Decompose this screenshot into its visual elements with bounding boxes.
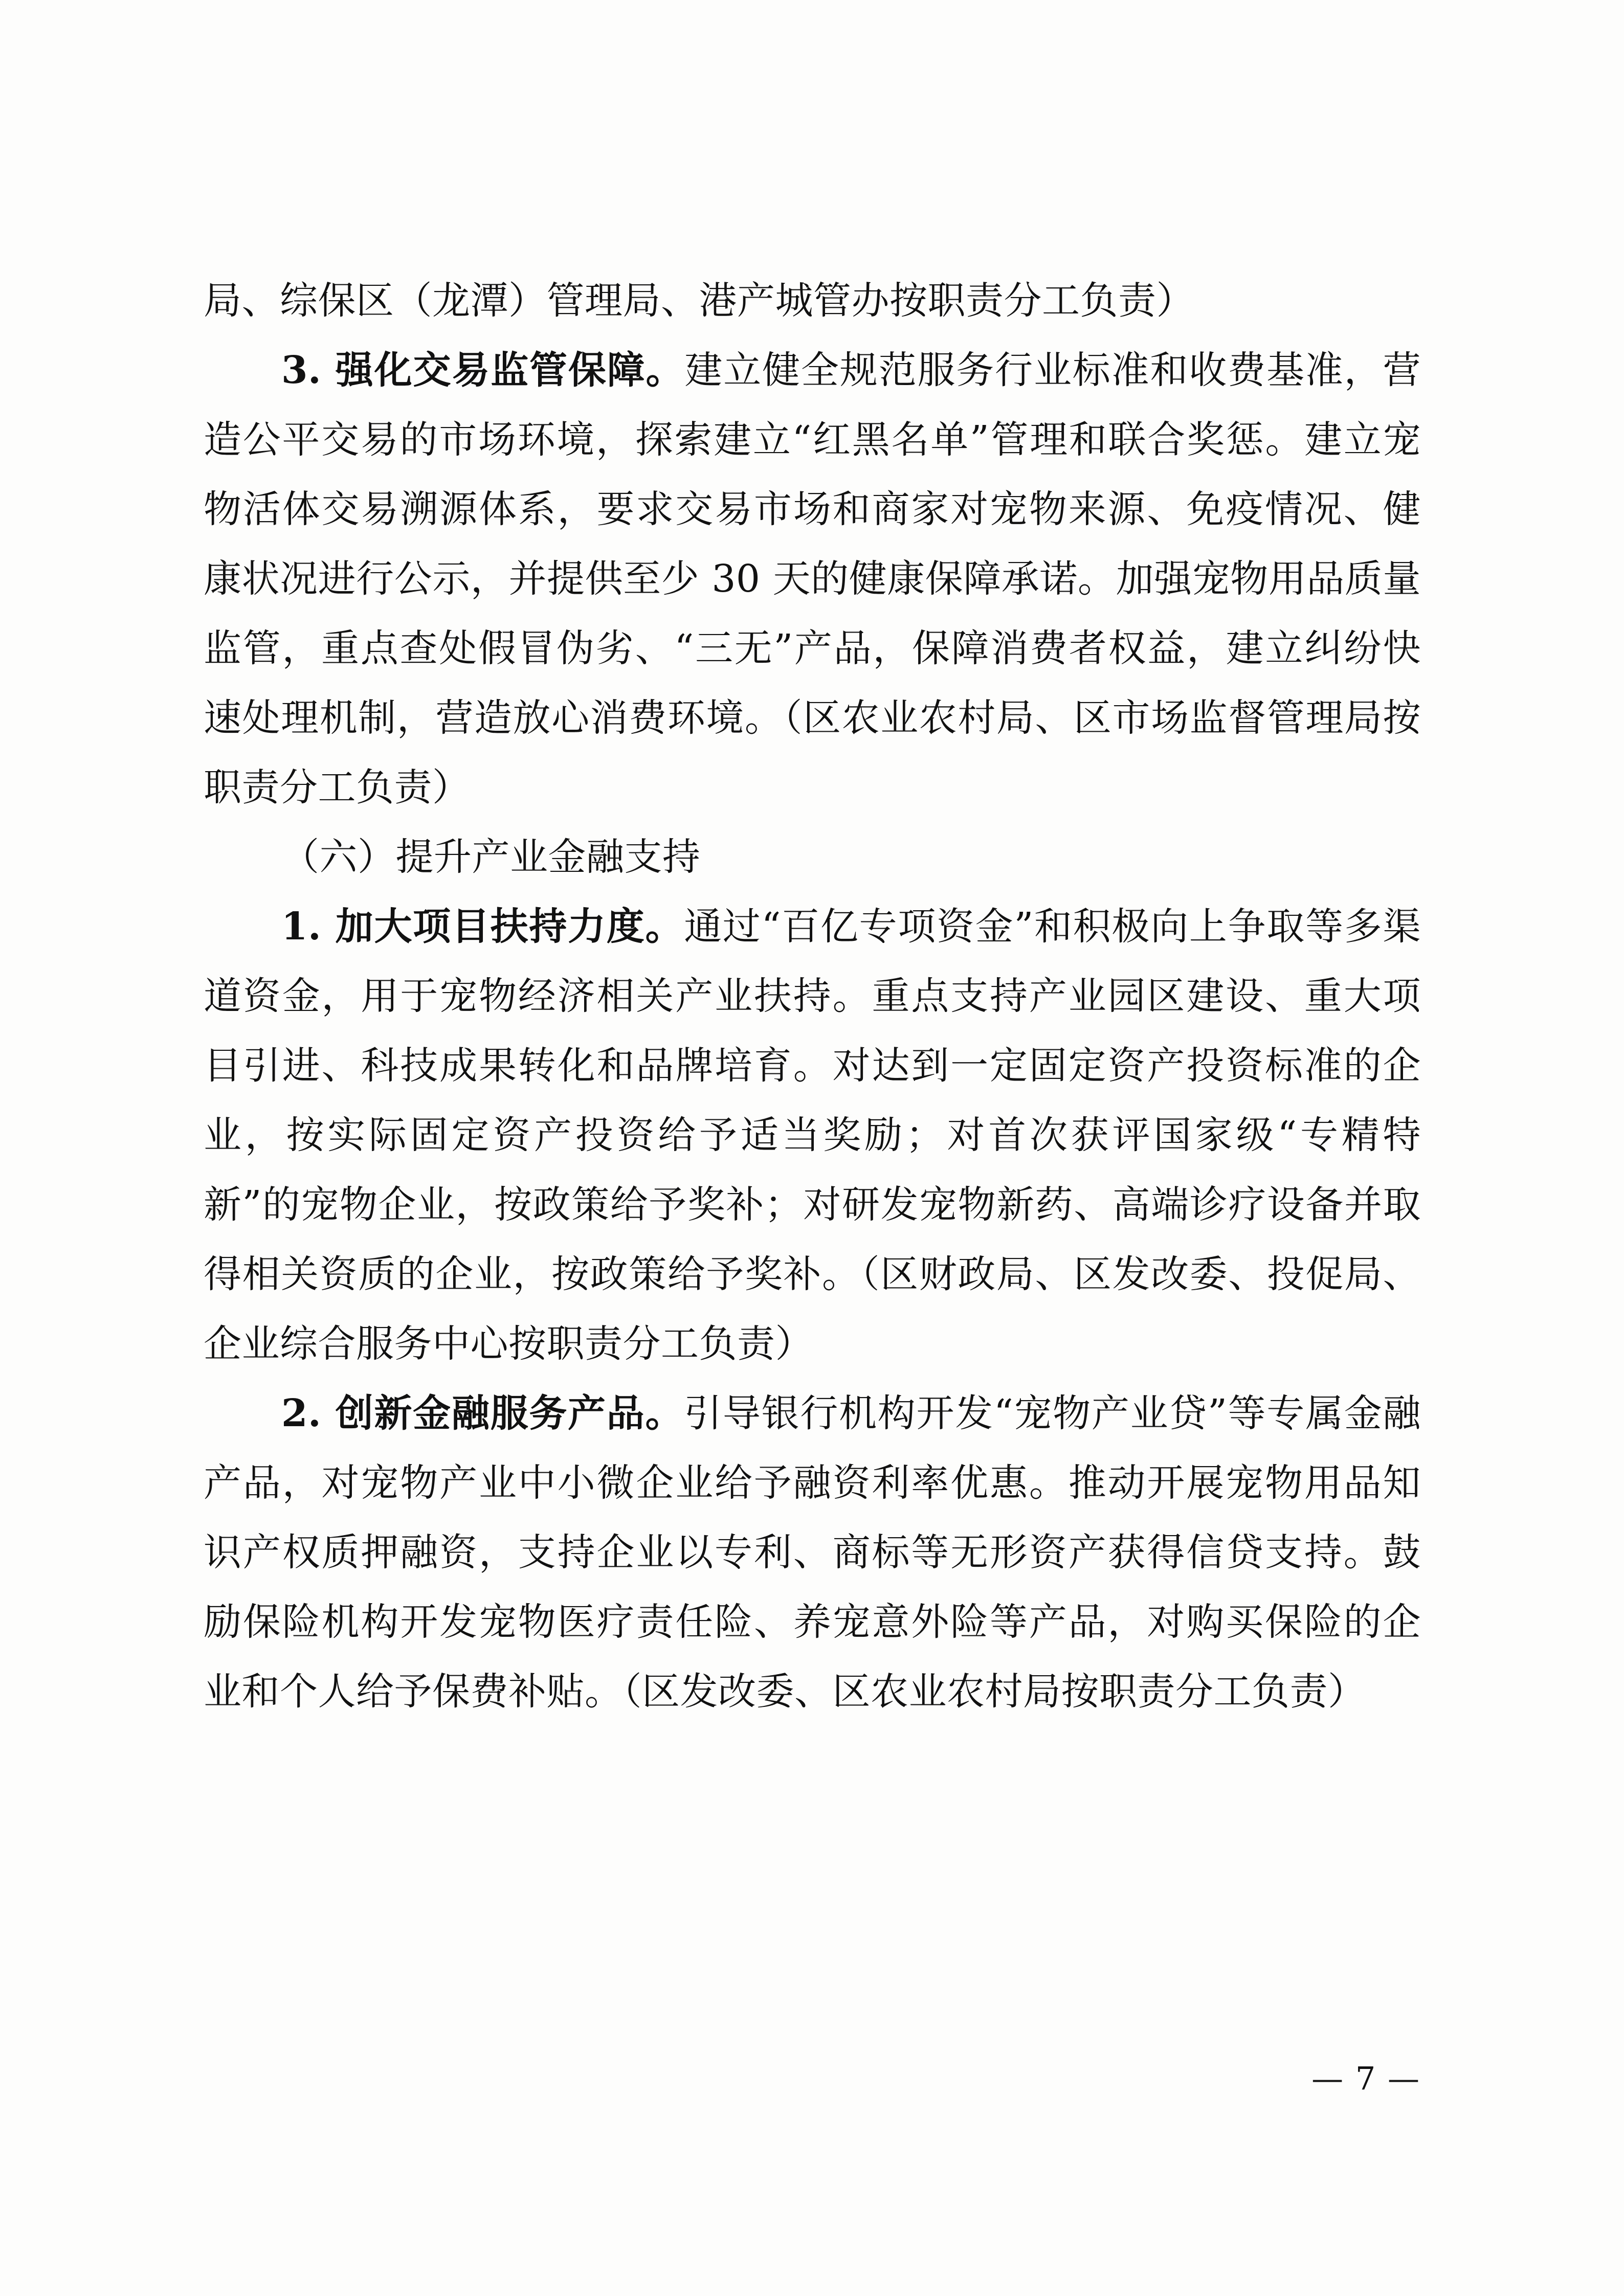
- paragraph-item-2: [204, 1379, 1421, 1726]
- page-number: — 7 —: [1311, 2060, 1420, 2097]
- paragraph-text: 局、综保区（龙潭）管理局、港产城管办按职责分工负责）: [204, 279, 1194, 323]
- paragraph-continuation: [204, 266, 1421, 335]
- section-heading-six-text: （六）提升产业金融支持: [281, 835, 701, 879]
- paragraph-lead-1: 1. 加大项目扶持力度。: [281, 905, 684, 949]
- paragraph-lead-3: 3. 强化交易监管保障。: [281, 348, 685, 392]
- document-body: [204, 266, 1421, 1726]
- paragraph-lead-2: 2. 创新金融服务产品。: [281, 1391, 684, 1435]
- paragraph-text-3: 建立健全规范服务行业标准和收费基准，营造公平交易的市场环境，探索建立“红黑名单”管理和联合奖惩。建立宠物活体交易溯源体系，要求交易市场和商家对宠物来源、免疫情况、健康状况进行公示，并提供至少 30 天的健康保障承诺。加强宠物用品质量监管，重点查处假冒伪劣、“三无”产品，保障消费者权益，建立纠纷快速处理机制，营造放心消费环境。（区农业农村局、区市场监督管理局按职责分工负责）: [204, 348, 1421, 809]
- paragraph-text-2: 引导银行机构开发“宠物产业贷”等专属金融产品，对宠物产业中小微企业给予融资利率优惠。推动开展宠物用品知识产权质押融资，支持企业以专利、商标等无形资产获得信贷支持。鼓励保险机构开发宠物医疗责任险、养宠意外险等产品，对购买保险的企业和个人给予保费补贴。（区发改委、区农业农村局按职责分工负责）: [204, 1391, 1421, 1714]
- paragraph-item-1: [204, 892, 1421, 1379]
- paragraph-text-1: 通过“百亿专项资金”和积极向上争取等多渠道资金，用于宠物经济相关产业扶持。重点支持产业园区建设、重大项目引进、科技成果转化和品牌培育。对达到一定固定资产投资标准的企业，按实际固定资产投资给予适当奖励；对首次获评国家级“专精特新”的宠物企业，按政策给予奖补；对研发宠物新药、高端诊疗设备并取得相关资质的企业，按政策给予奖补。（区财政局、区发改委、投促局、企业综合服务中心按职责分工负责）: [204, 905, 1421, 1366]
- section-heading-six: [204, 822, 1421, 892]
- paragraph-item-3: [204, 335, 1421, 822]
